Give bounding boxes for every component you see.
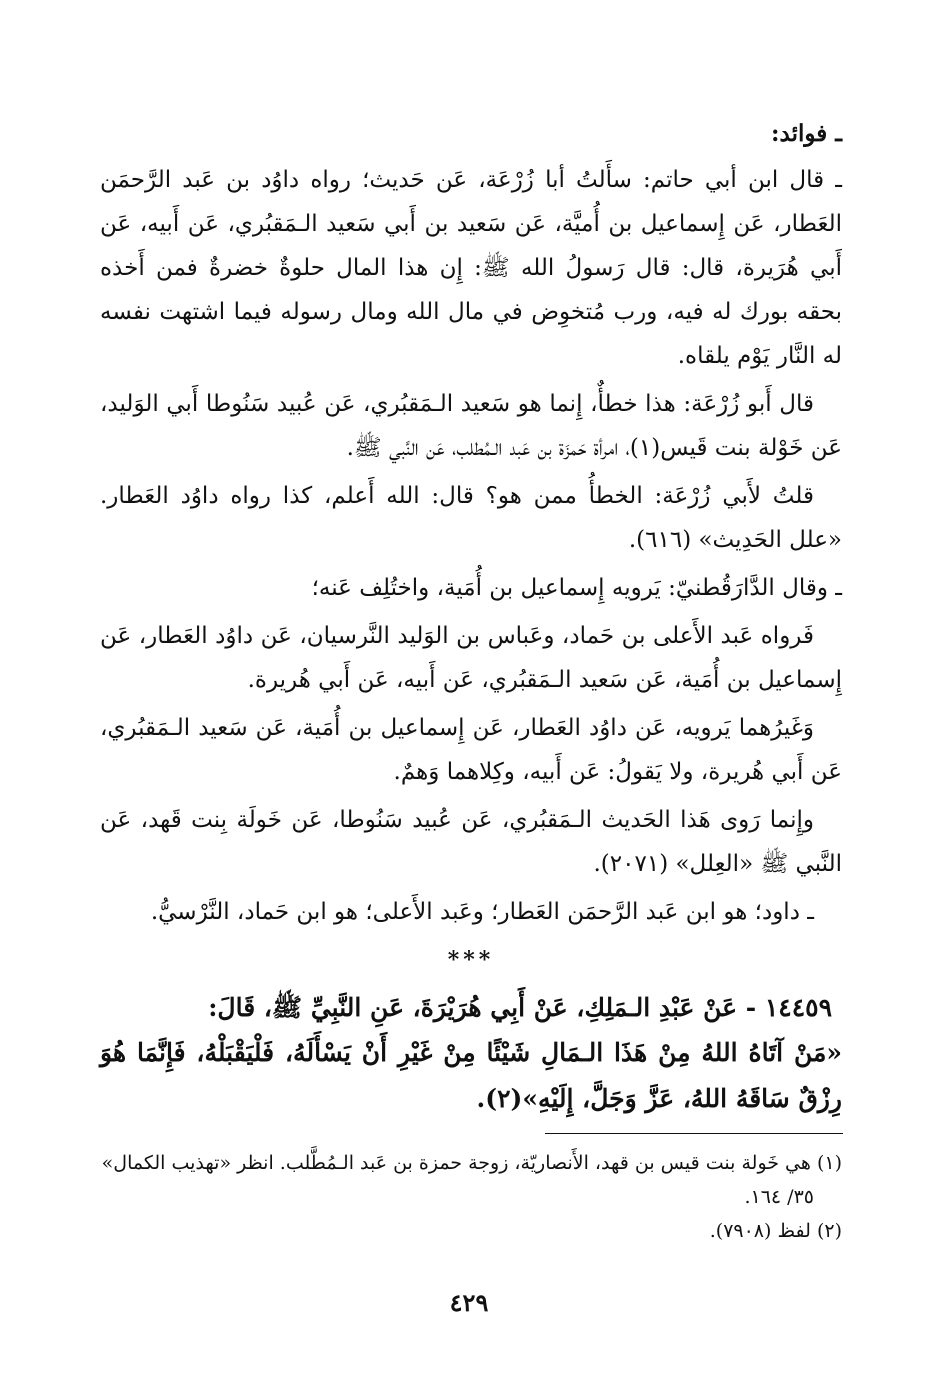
hadith-text: «مَنْ آتَاهُ اللهُ مِنْ هَذَا الـمَالِ شَيْئًا مِنْ غَيْرِ أَنْ يَسْأَلَهُ، فَلْيَقْبَلْهُ، فَإِنَّمَا هُوَ رِزْقٌ سَاقَهُ اللهُ، عَزَّ وَجَلَّ، إِلَيْهِ»(٢). <box>100 1038 842 1113</box>
hadith-heading: ١٤٤٥٩ - عَنْ عَبْدِ الـمَلِكِ، عَنْ أَبِي هُرَيْرَةَ، عَنِ النَّبِيِّ ﷺ، قَالَ: <box>208 993 832 1022</box>
footnote-1-continuation: ٣٥/ ١٦٤. <box>744 1186 814 1208</box>
paragraph-note-dawud: ـ داود؛ هو ابن عَبد الرَّحمَن العَطار؛ وعَبد الأَعلى؛ هو ابن حَماد، النَّرْسيُّ. <box>150 899 814 925</box>
paragraph-daraqutni: ـ وقال الدَّارَقُطنيّ: يَرويه إِسماعيل بن أُمَية، واختُلِف عَنه؛ <box>311 575 842 601</box>
section-separator: *** <box>447 947 495 973</box>
paragraph-narration-3: وإِنما رَوى هَذا الحَديث الـمَقبُري، عَن عُبيد سَنُوطا، عَن خَولَة بِنت قَهد، عَن النَّبي ﷺ «العِلل» (٢٠٧١). <box>100 807 842 877</box>
page-body <box>100 112 842 1122</box>
paragraph-ibn-abi-hatim: ـ قال ابن أبي حاتم: سأَلتُ أبا زُرْعَة، عَن حَديث؛ رواه داوُد بن عَبد الرَّحمَن العَطار، عَن إِسماعيل بن أُميَّة، عَن سَعيد بن أَبي سَعيد الـمَقبُري، عَن أَبيه، عَن أَبي هُرَيرة، قال: قال رَسولُ الله ﷺ: إِن هذا المال حلوةٌ خضرةٌ فمن أَخذه بحقه بورك له فيه، ورب مُتخوِض في مال الله ومال رسوله فيما اشتهت نفسه له النَّار يَوْم يلقاه. <box>100 167 842 369</box>
footnote-divider <box>545 1133 843 1134</box>
footnotes <box>100 1146 842 1248</box>
paragraph-narration-1: فَرواه عَبد الأَعلى بن حَماد، وعَباس بن الوَليد النَّرسيان، عَن داوُد العَطار، عَن إِسماعيل بن أُمَية، عَن سَعيد الـمَقبُري، عَن أَبيه، عَن أَبي هُريرة. <box>100 623 842 693</box>
paragraph-abu-zura: قال أَبو زُرْعَة: هذا خطأٌ، إِنما هو سَعيد الـمَقبُري، عَن عُبيد سَنُوطا أَبي الوَليد، عَن خَوْلة بنت قَيس(١)، امرأة حَمزَة بن عَبد الـمُطلب، عَن النَّبي ﷺ. <box>100 391 842 461</box>
footnote-1: (١) هي خَولة بنت قيس بن قهد، الأَنصاريّة، زوجة حمزة بن عَبد الـمُطَّلب. انظر «تهذيب الكمال» <box>101 1152 842 1174</box>
paragraph-question: قلتُ لأَبي زُرْعَة: الخطأُ ممن هو؟ قال: الله أَعلم، كذا رواه داوُد العَطار. «علل الحَدِيث» (٦١٦). <box>100 483 842 553</box>
page-number: ٤٢٩ <box>449 1288 489 1317</box>
section-heading: ـ فوائد: <box>771 120 842 147</box>
footnote-2: (٢) لفظ (٧٩٠٨). <box>709 1220 842 1242</box>
paragraph-narration-2: وَغَيرُهما يَرويه، عَن داوُد العَطار، عَن إِسماعيل بن أُمَية، عَن سَعيد الـمَقبُري، عَن أَبي هُريرة، ولا يَقولُ: عَن أَبيه، وكِلاهما وَهمٌ. <box>100 715 842 785</box>
